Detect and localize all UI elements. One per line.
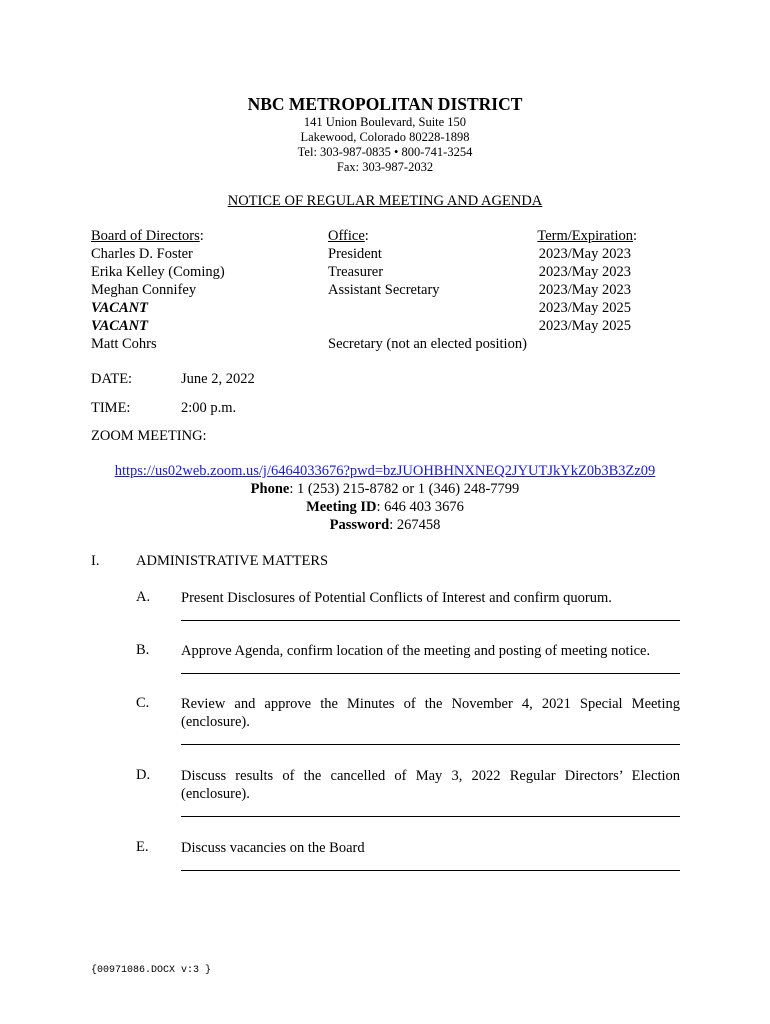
director-term: 2023/May 2023	[538, 246, 631, 262]
fax-line: Fax: 303-987-2032	[336, 160, 434, 174]
director-office: Secretary (not an elected position)	[328, 336, 527, 352]
agenda-item-text: Discuss results of the cancelled of May 3, 2022 Regular Directors’ Election (enclosure).	[181, 768, 680, 802]
section-title: ADMINISTRATIVE MATTERS	[136, 553, 329, 569]
director-name-vacant: VACANT	[91, 300, 148, 316]
director-term: 2023/May 2023	[538, 264, 631, 280]
director-name-vacant: VACANT	[91, 318, 148, 334]
date-value: June 2, 2022	[181, 371, 255, 387]
agenda-item-text: Discuss vacancies on the Board	[181, 840, 365, 856]
time-label: TIME:	[91, 400, 131, 416]
directors-heading: Board of Directors:	[91, 228, 204, 244]
tel-line: Tel: 303-987-0835 • 800-741-3254	[297, 145, 473, 159]
term-heading: Term/Expiration:	[537, 228, 637, 244]
phone-line: Phone: 1 (253) 215-8782 or 1 (346) 248-7799	[250, 481, 520, 497]
agenda-item-letter: C.	[136, 695, 150, 711]
org-name: NBC METROPOLITAN DISTRICT	[247, 94, 523, 114]
agenda-item-letter: E.	[136, 839, 149, 855]
agenda-item-letter: D.	[136, 767, 151, 783]
zoom-link[interactable]: https://us02web.zoom.us/j/6464033676?pwd=bzJUOHBHNXNEQ2JYUTJkYkZ0b3B3Zz09	[114, 463, 656, 479]
agenda-item-letter: A.	[136, 589, 151, 605]
date-label: DATE:	[91, 371, 133, 387]
agenda-item-letter: B.	[136, 642, 150, 658]
address-line-1: 141 Union Boulevard, Suite 150	[303, 115, 467, 129]
agenda-item-rule	[181, 870, 680, 871]
notice-title: NOTICE OF REGULAR MEETING AND AGENDA	[227, 193, 543, 209]
agenda-item-rule	[181, 744, 680, 745]
agenda-item-text: Approve Agenda, confirm location of the meeting and posting of meeting notice.	[181, 643, 651, 659]
password-line: Password: 267458	[329, 517, 441, 533]
agenda-item-text: Present Disclosures of Potential Conflicts of Interest and confirm quorum.	[181, 590, 612, 606]
meeting-id-line: Meeting ID: 646 403 3676	[306, 499, 464, 515]
address-line-2: Lakewood, Colorado 80228-1898	[300, 130, 470, 144]
director-name: Erika Kelley (Coming)	[91, 264, 225, 280]
director-name: Meghan Connifey	[91, 282, 197, 298]
director-term: 2023/May 2025	[538, 318, 631, 334]
zoom-label: ZOOM MEETING:	[91, 428, 207, 444]
agenda-item-rule	[181, 673, 680, 674]
zoom-link-line	[0, 463, 770, 480]
director-office: President	[328, 246, 382, 262]
director-office: Treasurer	[328, 264, 384, 280]
director-term: 2023/May 2023	[538, 282, 631, 298]
director-office: Assistant Secretary	[328, 282, 440, 298]
office-heading: Office:	[328, 228, 369, 244]
document-reference: {00971086.DOCX v:3 }	[91, 965, 212, 976]
director-name: Charles D. Foster	[91, 246, 193, 262]
director-name: Matt Cohrs	[91, 336, 157, 352]
agenda-item-rule	[181, 620, 680, 621]
section-numeral: I.	[91, 553, 100, 569]
time-value: 2:00 p.m.	[181, 400, 237, 416]
agenda-item-text: Review and approve the Minutes of the November 4, 2021 Special Meeting (enclosure).	[181, 696, 680, 730]
agenda-item-rule	[181, 816, 680, 817]
director-term: 2023/May 2025	[538, 300, 631, 316]
